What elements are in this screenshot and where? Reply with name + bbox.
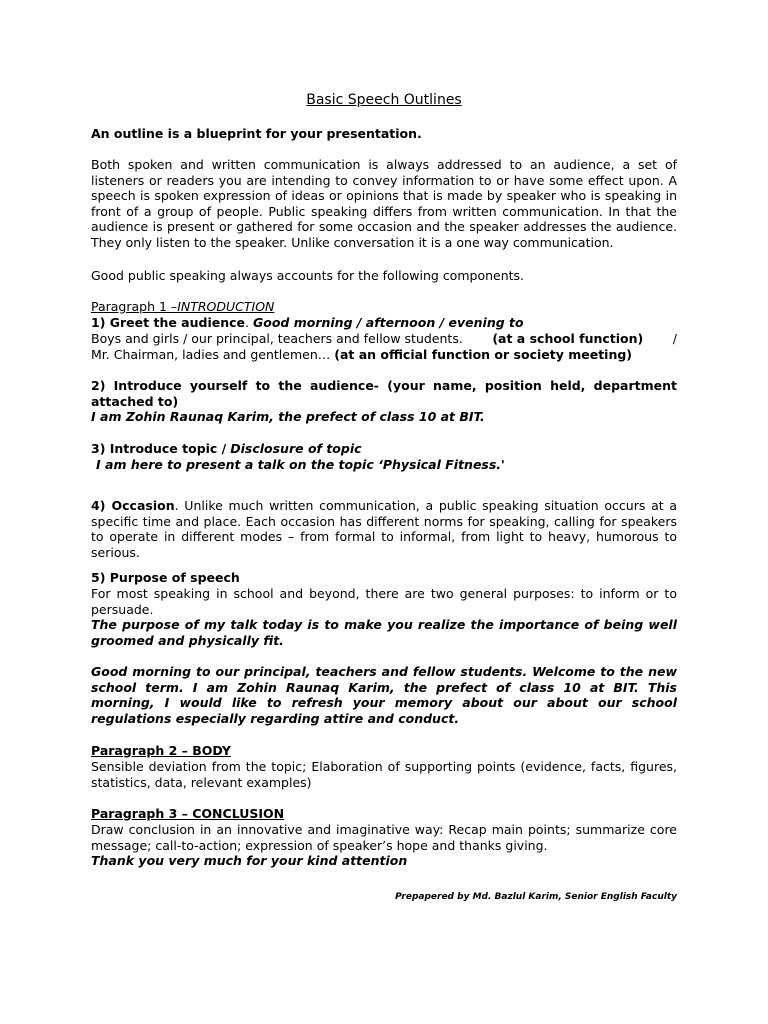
intro-paragraph: Both spoken and written communication is always addressed to an audience, a set of listeners or readers you are intending to convey information to or have some effect upon. A speech is spoken expression of ideas or opinions that is made by speaker who is speaking in front of a group of people. Public speaking differs from written communication. In that the audience is present or gathered for some occasion and the speaker addresses the audience. They only listen to the speaker. Unlike conversation it is a one way communication. bbox=[91, 157, 677, 250]
item2-label: 2) Introduce yourself to the audience- (your name, position held, department attached to) bbox=[91, 378, 677, 409]
item3-label: 3) Introduce topic / bbox=[91, 441, 227, 456]
paragraph2-heading: Paragraph 2 – BODY bbox=[91, 743, 231, 758]
item5-text: For most speaking in school and beyond, there are two general purposes: to inform or to persuade. bbox=[91, 586, 677, 617]
item1-sep: / bbox=[672, 331, 677, 346]
subtitle: An outline is a blueprint for your presentation. bbox=[91, 126, 422, 141]
paragraph3-heading: Paragraph 3 – CONCLUSION bbox=[91, 806, 285, 821]
item4-text: . Unlike much written communication, a public speaking situation occurs at a specific time and place. Each occasion has different norms for speaking, calling for speakers to operate in different modes – from formal to informal, from light to heavy, humorous to serious. bbox=[91, 498, 678, 560]
item1-line3 bbox=[91, 347, 677, 363]
item1-line3-text: Mr. Chairman, ladies and gentlemen… bbox=[91, 347, 331, 362]
document-title: Basic Speech Outlines bbox=[306, 92, 462, 108]
item1-label: 1) Greet the audience bbox=[91, 315, 246, 330]
paragraph3-text: Draw conclusion in an innovative and imaginative way: Recap main points; summarize core message; call-to-action; expression of speaker’s hope and thanks giving. bbox=[91, 822, 677, 853]
item1-line2-text: Boys and girls / our principal, teachers and fellow students. bbox=[91, 331, 463, 346]
item1-line bbox=[91, 315, 677, 331]
item4-paragraph bbox=[91, 498, 677, 560]
paragraph1-heading bbox=[91, 299, 677, 315]
paragraph1-heading-prefix: Paragraph 1 – bbox=[91, 299, 178, 314]
paragraph3-closing: Thank you very much for your kind attention bbox=[91, 853, 408, 868]
paragraph2-text: Sensible deviation from the topic; Elaboration of supporting points (evidence, facts, figures, statistics, data, relevant examples) bbox=[91, 759, 677, 790]
item3-label-italic: Disclosure of topic bbox=[230, 441, 362, 456]
item1-note1: (at a school function) bbox=[492, 331, 644, 346]
item1-example: Good morning / afternoon / evening to bbox=[252, 315, 524, 330]
item3-line bbox=[91, 441, 677, 457]
item1-period: . bbox=[245, 315, 249, 330]
item5-label: 5) Purpose of speech bbox=[91, 570, 240, 585]
sample-paragraph: Good morning to our principal, teachers and fellow students. Welcome to the new school term. I am Zohin Raunaq Karim, the prefect of class 10 at BIT. This morning, I would like to refresh your memory about our about our school regulations especially regarding attire and conduct. bbox=[91, 664, 677, 726]
item2-example: I am Zohin Raunaq Karim, the prefect of class 10 at BIT. bbox=[91, 409, 485, 424]
components-line: Good public speaking always accounts for the following components. bbox=[91, 268, 525, 283]
item5-example: The purpose of my talk today is to make you realize the importance of being well groomed and physically fit. bbox=[91, 617, 677, 648]
item3-example: I am here to present a talk on the topic ‘Physical Fitness.' bbox=[96, 457, 505, 472]
author-credit: Prepapered by Md. Bazlul Karim, Senior English Faculty bbox=[395, 892, 677, 902]
paragraph1-heading-name: INTRODUCTION bbox=[177, 299, 275, 314]
item1-line2 bbox=[91, 331, 677, 347]
item4-label: 4) Occasion bbox=[91, 498, 175, 513]
item1-note2: (at an official function or society meeting) bbox=[334, 347, 633, 362]
